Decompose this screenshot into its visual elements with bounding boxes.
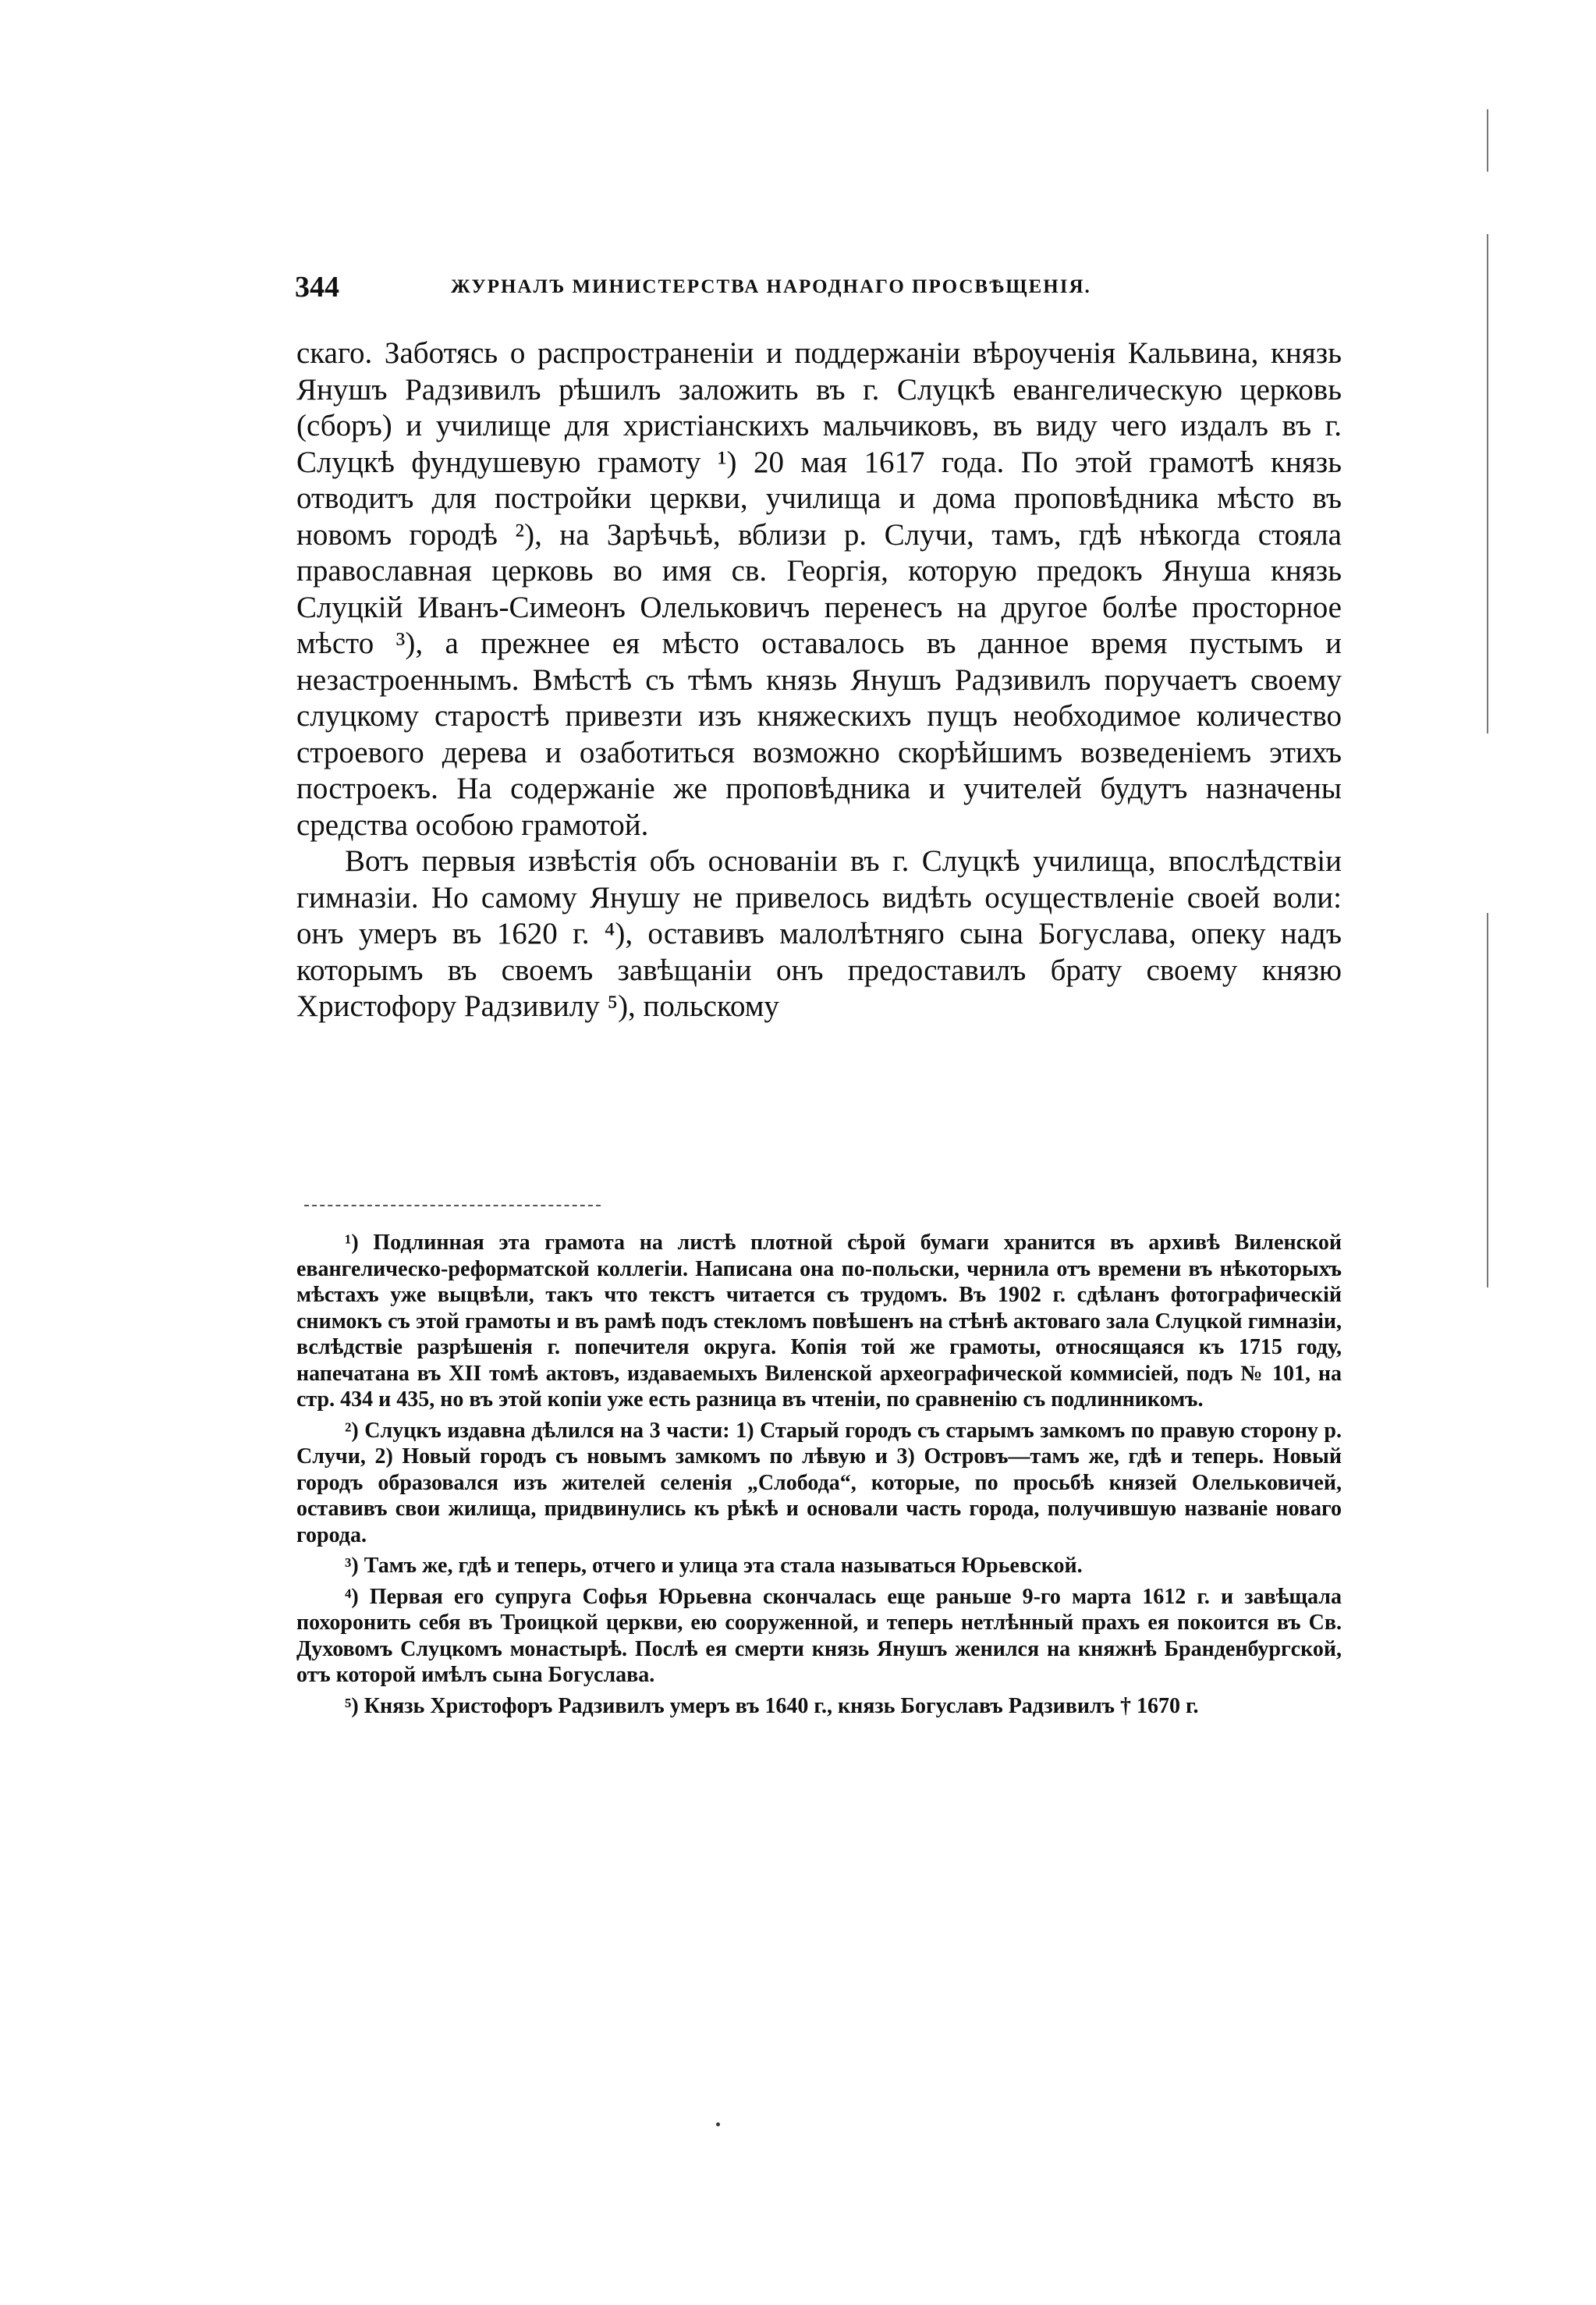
footnote-3: ³) Тамъ же, гдѣ и теперь, отчего и улица эта стала называться Юрьевской. [345, 1554, 1083, 1578]
footnote-2: ²) Слуцкъ издавна дѣлился на 3 части: 1) Старый городъ съ старымъ замкомъ по правую сторону р. Случи, 2) Новый городъ съ новымъ замкомъ по лѣвую и 3) Островъ—тамъ же, гдѣ и теперь. Новый городъ образовался изъ жителей селенія „Слобода“, которые, по просьбѣ князей Олельковичей, оставивъ свои жилища, придвинулись къ рѣкѣ и основали часть города, получившую названіе новаго города. [296, 1418, 1342, 1547]
scan-edge-mark [1487, 109, 1488, 172]
footnotes [296, 1230, 1342, 1724]
footnote-1: ¹) Подлинная эта грамота на листѣ плотной сѣрой бумаги хранится въ архивѣ Виленской евангелическо-реформатской коллегіи. Написана она по-польски, чернила отъ времени въ нѣкоторыхъ мѣстахъ уже выцвѣли, такъ что текстъ читается съ трудомъ. Въ 1902 г. сдѣланъ фотографическій снимокъ съ этой грамоты и въ рамѣ подъ стекломъ повѣшенъ на стѣнѣ актоваго зала Слуцкой гимназіи, вслѣдствіе разрѣшенія г. попечителя округа. Копія той же грамоты, относящаяся къ 1715 году, напечатана въ XII томѣ актовъ, издаваемыхъ Виленской археографической коммисіей, подъ № 101, на стр. 434 и 435, но въ этой копіи уже есть разница въ чтеніи, по сравненію съ подлинникомъ. [296, 1231, 1342, 1412]
paragraph-1: скаго. Заботясь о распространеніи и поддержаніи вѣроученія Кальвина, князь Янушъ Радзивилъ рѣшилъ заложить въ г. Слуцкѣ евангелическую церковь (сборъ) и училище для христіанскихъ мальчиковъ, въ виду чего издалъ въ г. Слуцкѣ фундушевую грамоту ¹) 20 мая 1617 года. По этой грамотѣ князь отводитъ для постройки церкви, училища и дома проповѣдника мѣсто въ новомъ городѣ ²), на Зарѣчьѣ, вблизи р. Случи, тамъ, гдѣ нѣкогда стояла православная церковь во имя св. Георгія, которую предокъ Януша князь Слуцкій Иванъ-Симеонъ Олельковичъ перенесъ на другое болѣе просторное мѣсто ³), а прежнее ея мѣсто оставалось въ данное время пустымъ и незастроеннымъ. Вмѣстѣ съ тѣмъ князь Янушъ Радзивилъ поручаетъ своему слуцкому старостѣ привезти изъ княжескихъ пущъ необходимое количество строевого дерева и озаботиться возможно скорѣйшимъ возведеніемъ этихъ построекъ. На содержаніе же проповѣдника и учителей будутъ назначены средства особою грамотой. [296, 336, 1342, 842]
page-header [295, 270, 1340, 309]
scan-edge-mark [1487, 913, 1488, 1287]
running-title: ЖУРНАЛЪ МИНИСТЕРСТВА НАРОДНАГО ПРОСВѢЩЕНІЯ. [451, 276, 1091, 297]
scan-edge-mark [1487, 234, 1488, 733]
paragraph-2: Вотъ первыя извѣстія объ основаніи въ г. Слуцкѣ училища, впослѣдствіи гимназіи. Но самому Янушу не привелось видѣть осуществленіе своей воли: онъ умеръ въ 1620 г. ⁴), оставивъ малолѣтняго сына Богуслава, опеку надъ которымъ въ своемъ завѣщаніи онъ предоставилъ брату своему князю Христофору Радзивилу ⁵), польскому [296, 844, 1342, 1023]
scan-speck [716, 2122, 720, 2126]
footnote-separator [304, 1205, 601, 1206]
footnote-4: ⁴) Первая его супруга Софья Юрьевна скончалась еще раньше 9-го марта 1612 г. и завѣщала похоронить себя въ Троицкой церкви, ею сооруженной, и теперь нетлѣнный прахъ ея покоится въ Св. Духовомъ Слуцкомъ монастырѣ. Послѣ ея смерти князь Янушъ женился на княжнѣ Бранденбургской, отъ которой имѣлъ сына Богуслава. [296, 1584, 1342, 1687]
page-number: 344 [295, 271, 339, 304]
footnote-5: ⁵) Князь Христофоръ Радзивилъ умеръ въ 1640 г., князь Богуславъ Радзивилъ † 1670 г. [345, 1693, 1199, 1718]
main-text [296, 336, 1342, 1025]
